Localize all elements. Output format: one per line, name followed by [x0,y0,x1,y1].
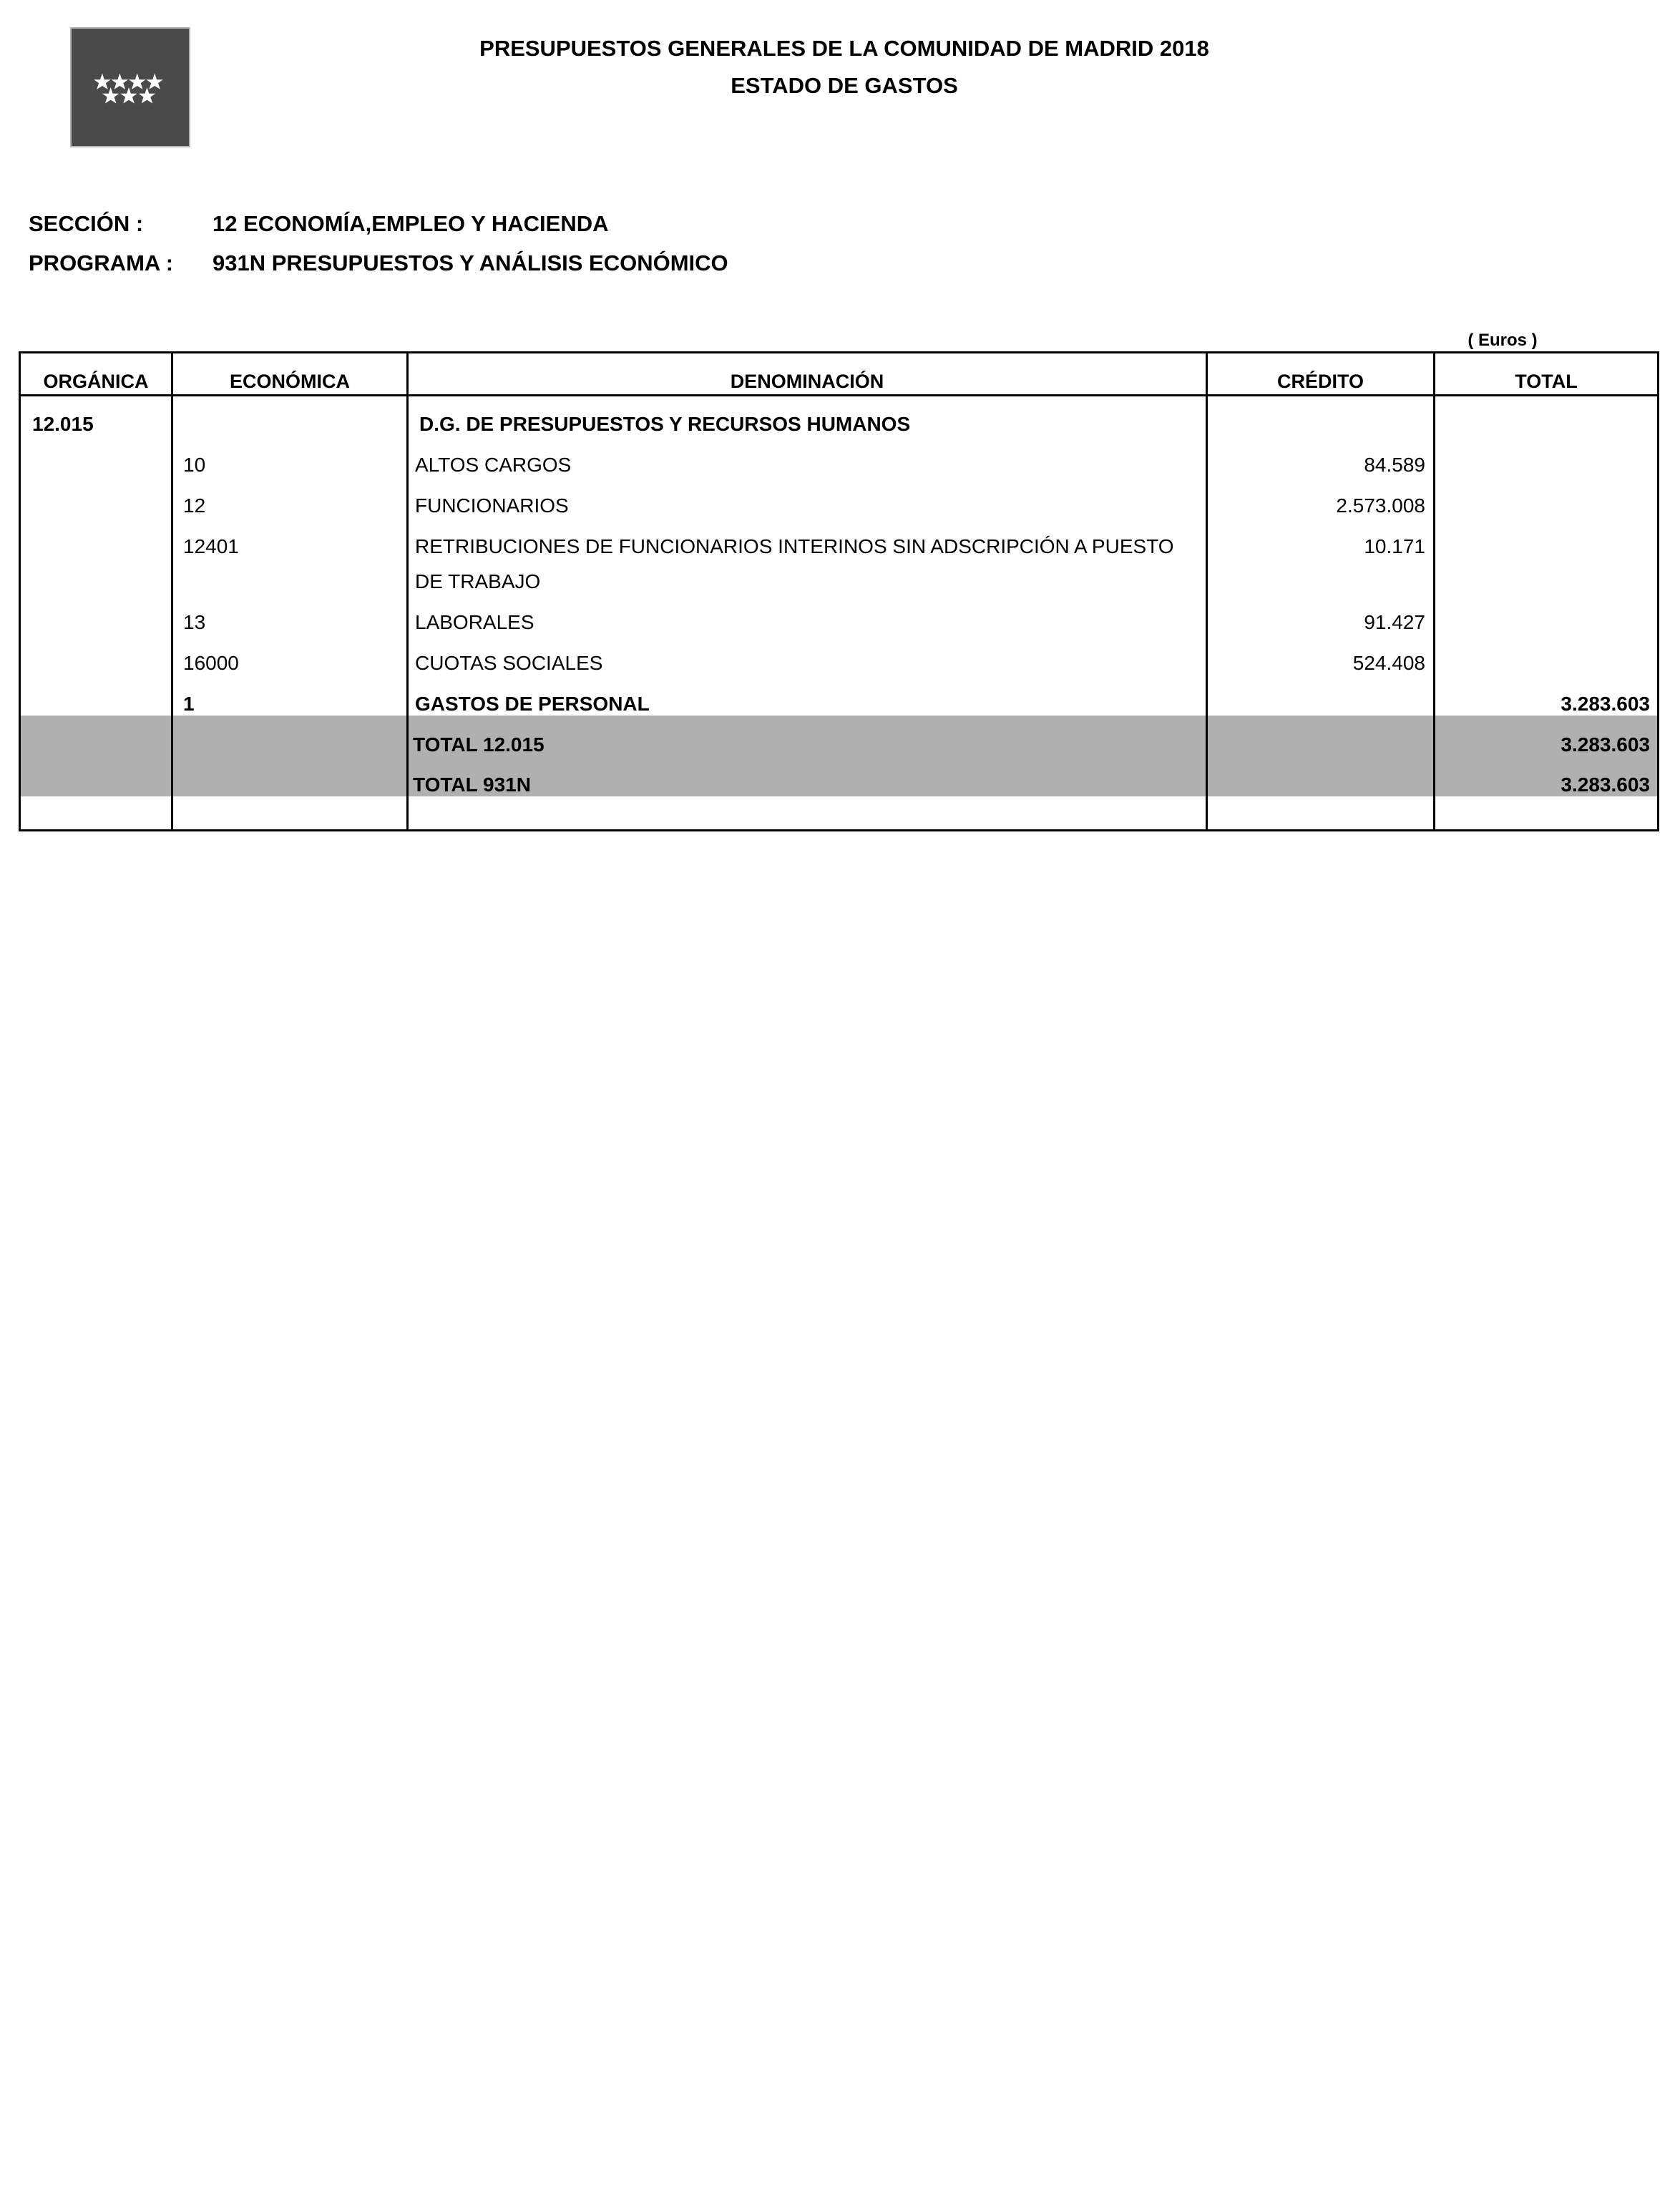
seccion-label: SECCIÓN : [29,211,144,236]
column-divider [1433,353,1435,829]
star-icon [129,73,145,89]
row-denominacion-continuation: DE TRABAJO [415,570,541,592]
header-organica: ORGÁNICA [43,371,149,392]
stars-logo-icon [72,29,189,146]
document-title: PRESUPUESTOS GENERALES DE LA COMUNIDAD DE MADRID 2018 [479,36,1209,61]
programa-value: 931N PRESUPUESTOS Y ANÁLISIS ECONÓMICO [213,250,728,275]
row-credito: 524.408 [1352,652,1425,674]
row-credito: 2.573.008 [1336,494,1425,517]
row-credito: 84.589 [1364,454,1425,476]
header-economica: ECONÓMICA [230,371,350,392]
row-economica: 16000 [183,652,239,674]
row-total: 3.283.603 [1561,693,1650,715]
row-denominacion: CUOTAS SOCIALES [415,652,603,674]
seccion-value: 12 ECONOMÍA,EMPLEO Y HACIENDA [213,211,609,236]
star-icon [102,87,119,103]
totals-shading [21,716,1657,796]
budget-table [19,351,1659,831]
total-organica-value: 3.283.603 [1561,733,1650,756]
star-icon [94,73,110,89]
total-programa-value: 3.283.603 [1561,773,1650,796]
currency-unit: ( Euros ) [1467,331,1538,350]
header-divider [21,394,1657,396]
column-divider [1206,353,1208,829]
header-total: TOTAL [1515,371,1578,392]
row-denominacion: D.G. DE PRESUPUESTOS Y RECURSOS HUMANOS [419,413,911,435]
column-divider [406,353,409,829]
row-denominacion: FUNCIONARIOS [415,494,569,517]
header-denominacion: DENOMINACIÓN [730,371,884,392]
star-icon [146,73,162,89]
total-organica-label: TOTAL 12.015 [413,733,544,756]
header-credito: CRÉDITO [1276,371,1364,392]
star-icon [139,87,155,103]
row-economica: 12 [183,494,206,517]
row-denominacion: ALTOS CARGOS [415,454,572,476]
total-programa-label: TOTAL 931N [413,773,531,796]
row-economica: 12401 [183,535,239,557]
row-denominacion: GASTOS DE PERSONAL [415,693,650,715]
programa-label: PROGRAMA : [29,250,174,275]
row-denominacion: LABORALES [415,611,534,633]
document-subtitle: ESTADO DE GASTOS [731,73,958,98]
row-denominacion: RETRIBUCIONES DE FUNCIONARIOS INTERINOS SIN ADSCRIPCIÓN A PUESTO [415,535,1174,557]
row-organica: 12.015 [32,413,94,435]
star-icon [120,87,137,103]
star-icon [112,73,128,89]
row-economica: 13 [183,611,206,633]
comunidad-de-madrid-logo [70,27,190,147]
row-economica: 1 [183,693,195,715]
row-credito: 91.427 [1364,611,1425,633]
row-credito: 10.171 [1364,535,1425,557]
row-economica: 10 [183,454,206,476]
column-divider [171,353,173,829]
